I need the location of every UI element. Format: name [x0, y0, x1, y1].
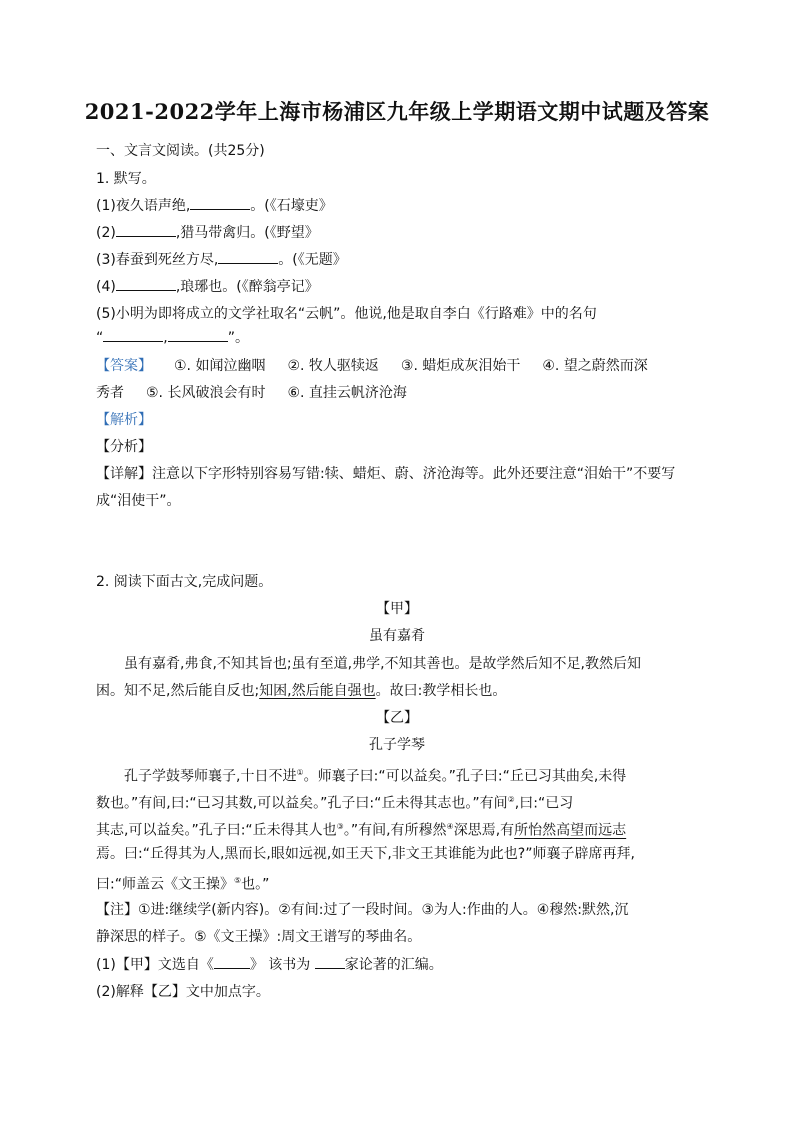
answer-5: ⑤. 长风破浪会有时: [146, 385, 266, 401]
answer-line-2: [96, 384, 407, 402]
answer-6: ⑥. 直挂云帆济沧海: [287, 385, 407, 401]
answer-blank: [315, 956, 345, 969]
passage-text: 。故曰:教学相长也。: [375, 683, 507, 699]
footnote-mark: ⑤: [233, 876, 242, 885]
question-text: 家论著的汇编。: [344, 957, 443, 973]
item-text: 。(《石壕吏》: [250, 198, 333, 214]
question-1-item-1: [96, 197, 333, 215]
passage-yi-line-4: 焉。曰:“丘得其为人,黑而长,眼如远视,如王天下,非文王其谁能为此也?”师襄子辟席再拜,: [96, 846, 635, 862]
answer-blank: [103, 329, 163, 342]
answer-tag: 【答案】: [96, 358, 152, 374]
passage-text: 也。”: [241, 876, 270, 893]
quote-mark: “: [96, 330, 104, 346]
answer-4: ④. 望之蔚然而深: [542, 358, 648, 374]
footnote-mark: ②: [507, 795, 515, 804]
item-text: (1)夜久语声绝,: [96, 198, 191, 214]
answer-blank: [116, 278, 176, 291]
passage-text: 曰:“师盖云《文王操》: [96, 876, 234, 893]
passage-yi-line-3: [96, 818, 626, 840]
question-1-stem: 1. 默写。: [96, 171, 156, 187]
passage-jia-line-2: [96, 682, 506, 700]
answer-line: [96, 357, 648, 375]
detail-line-1: 【详解】注意以下字形特别容易写错:犊、蜡炬、蔚、济沧海等。此外还要注意“泪始干”不要写: [96, 466, 676, 482]
item-text: (3)春蚕到死丝方尽,: [96, 252, 219, 268]
passage-text: ,曰:“已习: [514, 795, 574, 812]
passage-yi-line-2: [96, 791, 573, 813]
answer-2: ②. 牧人驱犊返: [287, 358, 379, 374]
answer-blank: [218, 251, 278, 264]
answer-1: ①. 如闻泣幽咽: [174, 358, 266, 374]
quote-mark: ”。: [227, 330, 249, 346]
passage-text: 。”有间,有所穆然: [343, 822, 447, 839]
answer-blank: [214, 956, 250, 969]
passage-yi-tag: 【乙】: [376, 710, 418, 726]
question-1-item-5: (5)小明为即将成立的文学社取名“云帆”。他说,他是取自李白《行路难》中的名句: [96, 306, 597, 322]
item-text: ,猎马带禽归。(《野望》: [175, 225, 319, 241]
answer-blank: [116, 224, 176, 237]
item-text: ,琅琊也。(《醉翁亭记》: [175, 279, 319, 295]
passage-jia-line-1: 虽有嘉肴,弗食,不知其旨也;虽有至道,弗学,不知其善也。是故学然后知不足,教然后知: [124, 656, 641, 672]
passage-text: 深思焉,有: [453, 822, 515, 839]
question-1-item-4: [96, 278, 319, 296]
passage-text: 困。知不足,然后能自反也;: [96, 683, 260, 699]
sub-question-1: [96, 956, 443, 974]
note-line-2: 静深思的样子。⑤《文王操》:周文王谱写的琴曲名。: [96, 929, 422, 945]
passage-text: 。师襄子曰:“可以益矣。”孔子曰:“丘已习其曲矣,未得: [303, 768, 627, 785]
item-text: (2): [96, 225, 116, 241]
question-1-item-5-blanks: [96, 329, 249, 347]
passage-text: 其志,可以益矣。”孔子曰:“丘未得其人也: [96, 822, 337, 839]
item-text: (4): [96, 279, 116, 295]
underlined-sentence: 知困,然后能自强也: [259, 683, 376, 699]
passage-yi-line-1: [124, 764, 626, 786]
note-line-1: 【注】①进:继续学(新内容)。②有间:过了一段时间。③为人:作曲的人。④穆然:默然,沉: [96, 902, 629, 918]
answer-4-cont: 秀者: [96, 385, 124, 401]
underlined-phrase: 所怡然高望而远志: [514, 822, 627, 839]
answer-3: ③. 蜡炬成灰泪始干: [400, 358, 521, 374]
question-1-item-2: [96, 224, 319, 242]
passage-yi-line-5: [96, 872, 269, 894]
jiexi-tag: 【解析】: [96, 412, 152, 428]
sub-question-2: (2)解释【乙】文中加点字。: [96, 984, 270, 1000]
passage-jia-tag: 【甲】: [376, 601, 418, 617]
passage-text: 数也。”有间,曰:“已习其数,可以益矣。”孔子曰:“丘未得其志也。”有间: [96, 795, 508, 812]
detail-line-2: 成“泪使干”。: [96, 493, 181, 509]
passage-jia-title: 虽有嘉肴: [369, 628, 425, 644]
footnote-mark: ③: [336, 822, 344, 831]
fenxi-tag: 【分析】: [96, 439, 152, 455]
answer-blank: [190, 197, 250, 210]
answer-blank: [168, 329, 228, 342]
document-title: 2021-2022学年上海市杨浦区九年级上学期语文期中试题及答案: [84, 99, 710, 124]
footnote-mark: ④: [446, 822, 454, 831]
question-text: 》 该书为: [249, 957, 311, 973]
passage-yi-title: 孔子学琴: [369, 737, 425, 753]
question-text: (1)【甲】文选自《: [96, 957, 214, 973]
item-text: 。(《无题》: [278, 252, 347, 268]
comma: ,: [163, 330, 168, 346]
section-heading: 一、文言文阅读。(共25分): [96, 143, 265, 159]
question-2-stem: 2. 阅读下面古文,完成问题。: [96, 574, 273, 590]
footnote-mark: ①: [296, 768, 304, 777]
question-1-item-3: [96, 251, 347, 269]
passage-text: 孔子学鼓琴师襄子,十日不进: [124, 768, 297, 785]
